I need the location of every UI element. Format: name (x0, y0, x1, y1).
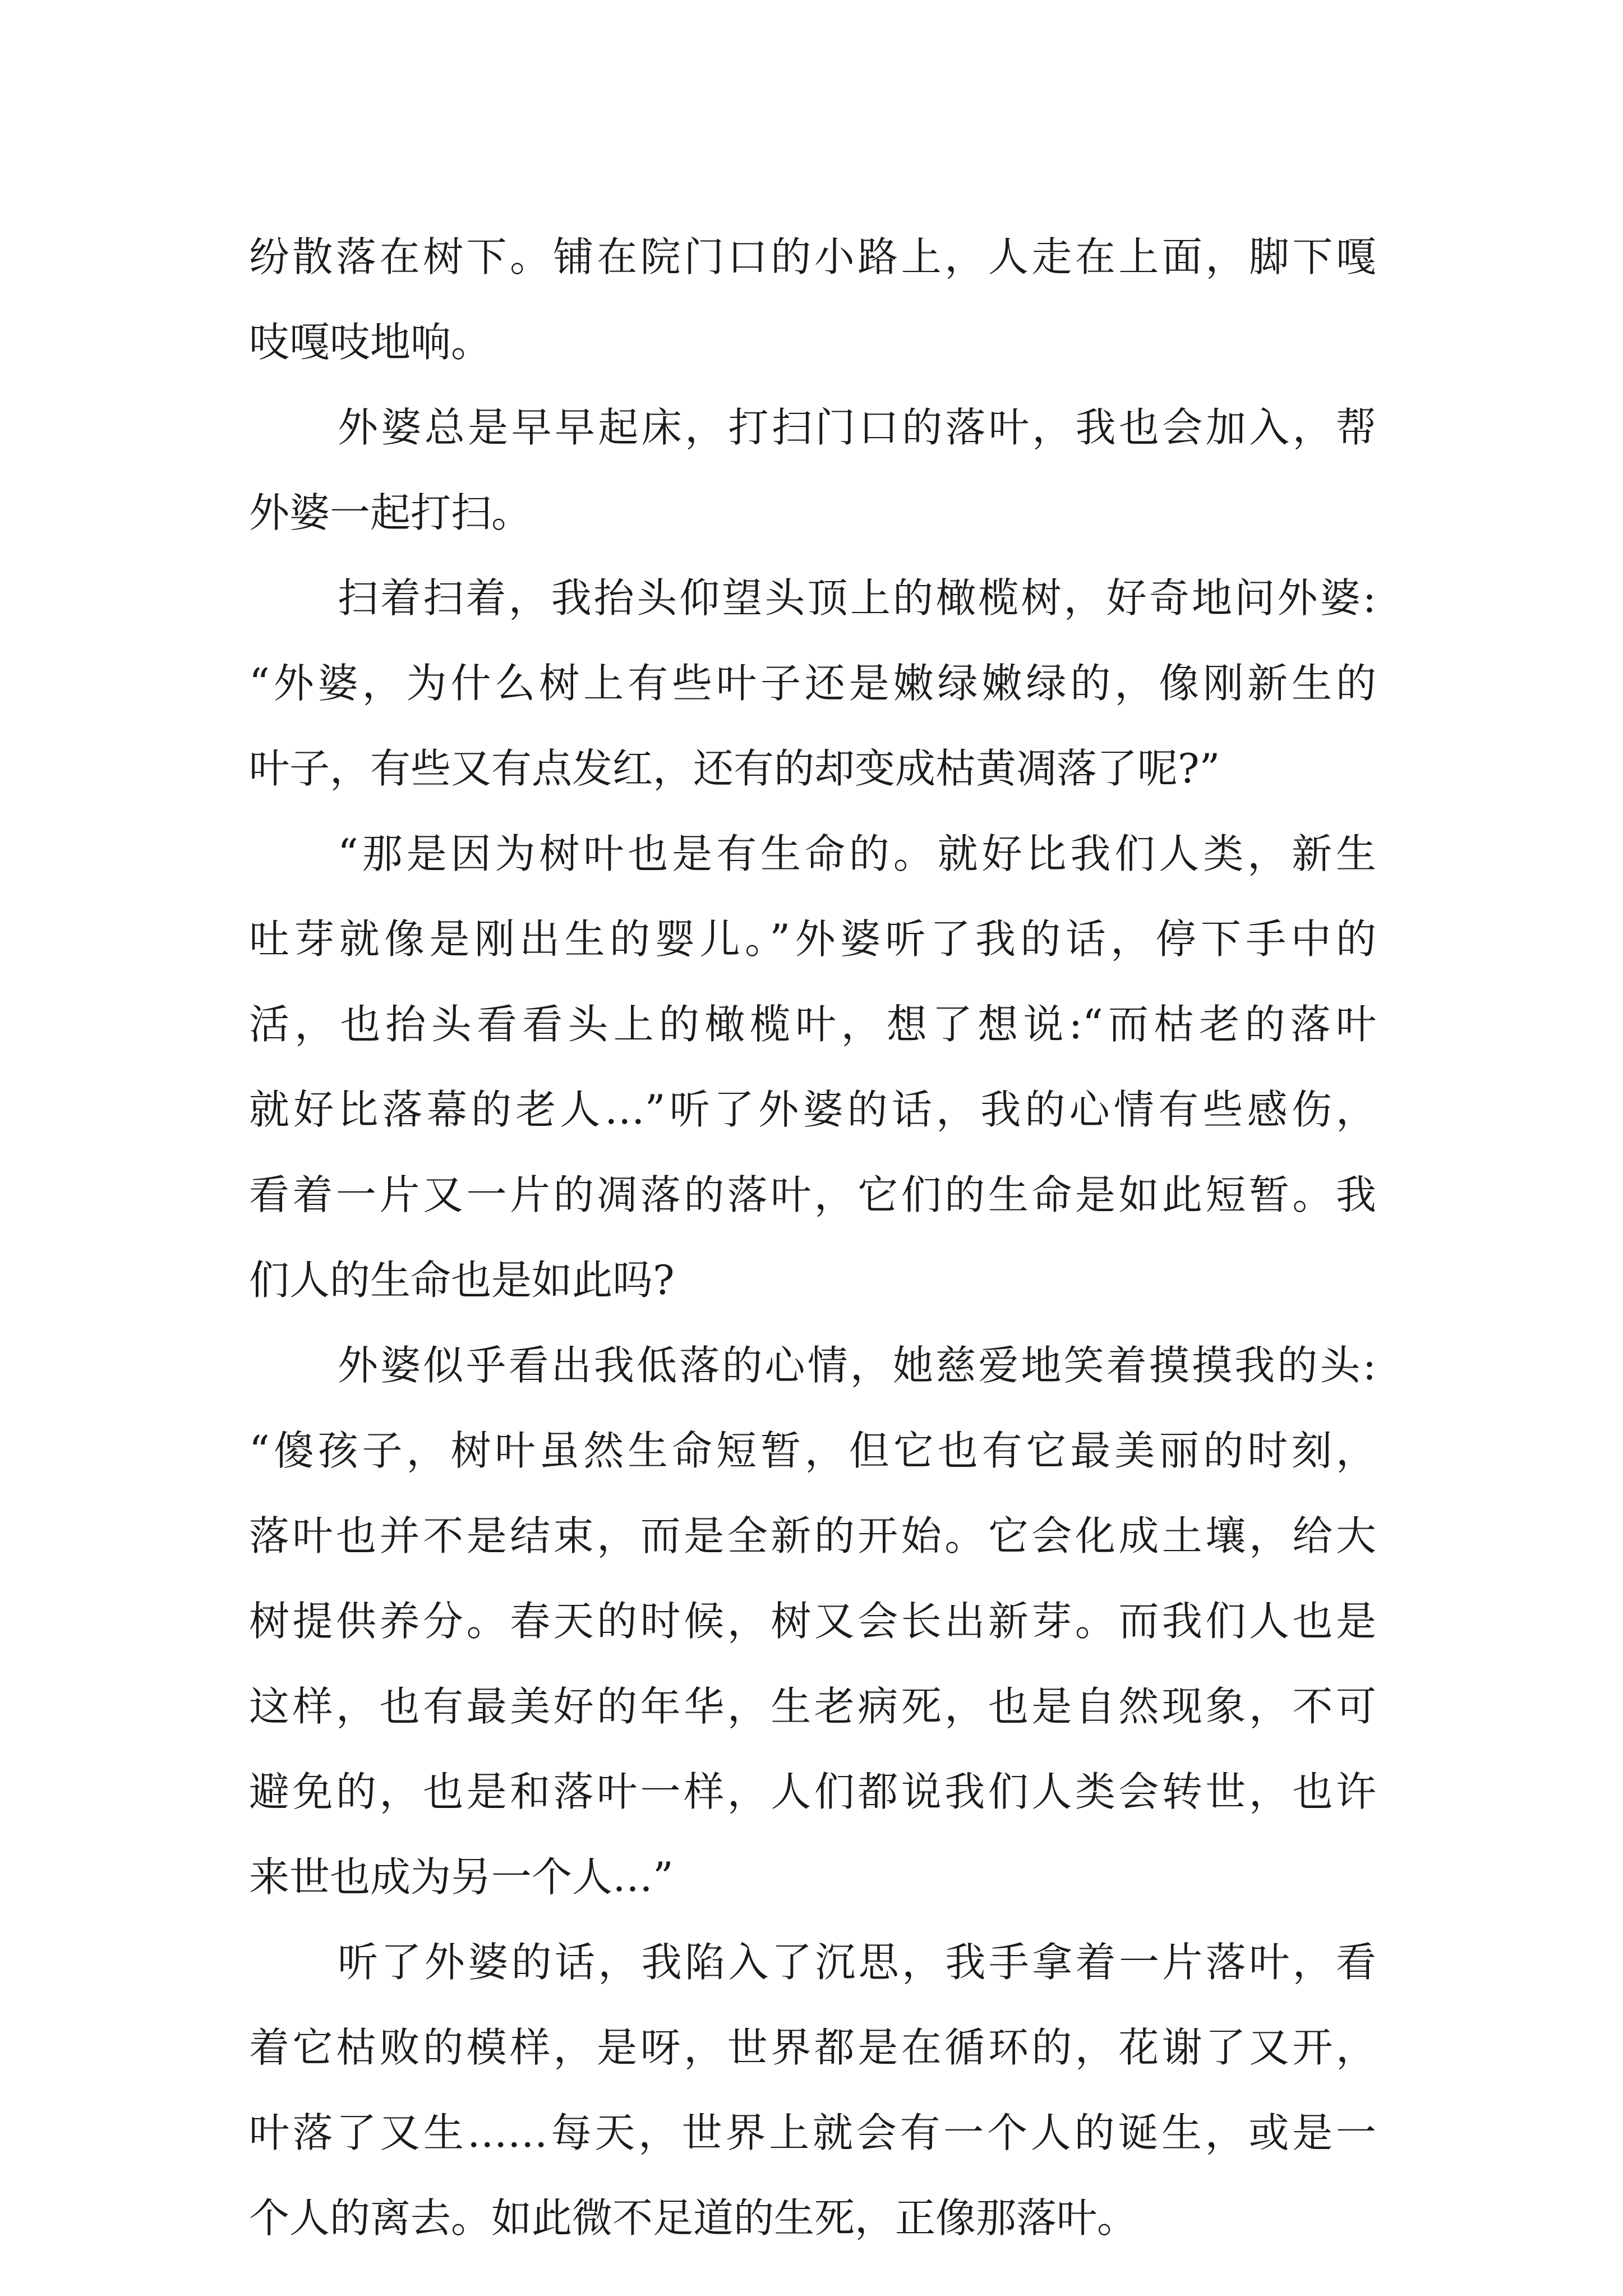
text-line: “外婆，为什么树上有些叶子还是嫩绿嫩绿的，像刚新生的 (249, 660, 1376, 707)
text-line: 落叶也并不是结束，而是全新的开始。它会化成土壤，给大 (249, 1512, 1376, 1559)
text-line: 们人的生命也是如此吗? (249, 1257, 675, 1304)
text-line: 就好比落幕的老人…”听了外婆的话，我的心情有些感伤， (249, 1086, 1376, 1133)
paragraph-3 (249, 555, 1376, 811)
text-line: 吱嘎吱地响。 (249, 319, 492, 366)
text-line: 听了外婆的话，我陷入了沉思，我手拿着一片落叶，看 (338, 1939, 1376, 1986)
text-line: 外婆似乎看出我低落的心情，她慈爱地笑着摸摸我的头: (338, 1342, 1376, 1389)
text-line: 这样，也有最美好的年华，生老病死，也是自然现象，不可 (249, 1683, 1376, 1730)
text-line: 纷散落在树下。铺在院门口的小路上，人走在上面，脚下嘎 (249, 233, 1376, 280)
text-line: 扫着扫着，我抬头仰望头顶上的橄榄树，好奇地问外婆: (338, 574, 1376, 622)
text-line: 着它枯败的模样，是呀，世界都是在循环的，花谢了又开， (249, 2024, 1376, 2071)
text-line: 个人的离去。如此微不足道的生死，正像那落叶。 (249, 2194, 1138, 2242)
paragraph-6 (249, 1920, 1376, 2261)
body-text (249, 214, 1376, 2261)
text-line: 叶子，有些又有点发红，还有的却变成枯黄凋落了呢?” (249, 745, 1220, 792)
text-line: 吐芽就像是刚出生的婴儿。”外婆听了我的话，停下手中的 (249, 915, 1376, 963)
text-line: 树提供养分。春天的时候，树又会长出新芽。而我们人也是 (249, 1598, 1376, 1645)
text-line: 来世也成为另一个人…” (249, 1853, 674, 1901)
text-line: 叶落了又生……每天，世界上就会有一个人的诞生，或是一 (249, 2109, 1376, 2156)
paragraph-2 (249, 385, 1376, 555)
text-line: 避免的，也是和落叶一样，人们都说我们人类会转世，也许 (249, 1768, 1376, 1815)
paragraph-4 (249, 811, 1376, 1323)
text-line: “那是因为树叶也是有生命的。就好比我们人类，新生 (338, 830, 1376, 877)
paragraph-1 (249, 214, 1376, 385)
text-line: “傻孩子，树叶虽然生命短暂，但它也有它最美丽的时刻， (249, 1427, 1376, 1474)
text-line: 外婆总是早早起床，打扫门口的落叶，我也会加入，帮 (338, 404, 1376, 451)
text-line: 看着一片又一片的凋落的落叶，它们的生命是如此短暂。我 (249, 1171, 1376, 1218)
text-line: 活，也抬头看看头上的橄榄叶，想了想说:“而枯老的落叶 (249, 1001, 1376, 1048)
paragraph-5 (249, 1323, 1376, 1920)
text-line: 外婆一起打扫。 (249, 489, 532, 536)
